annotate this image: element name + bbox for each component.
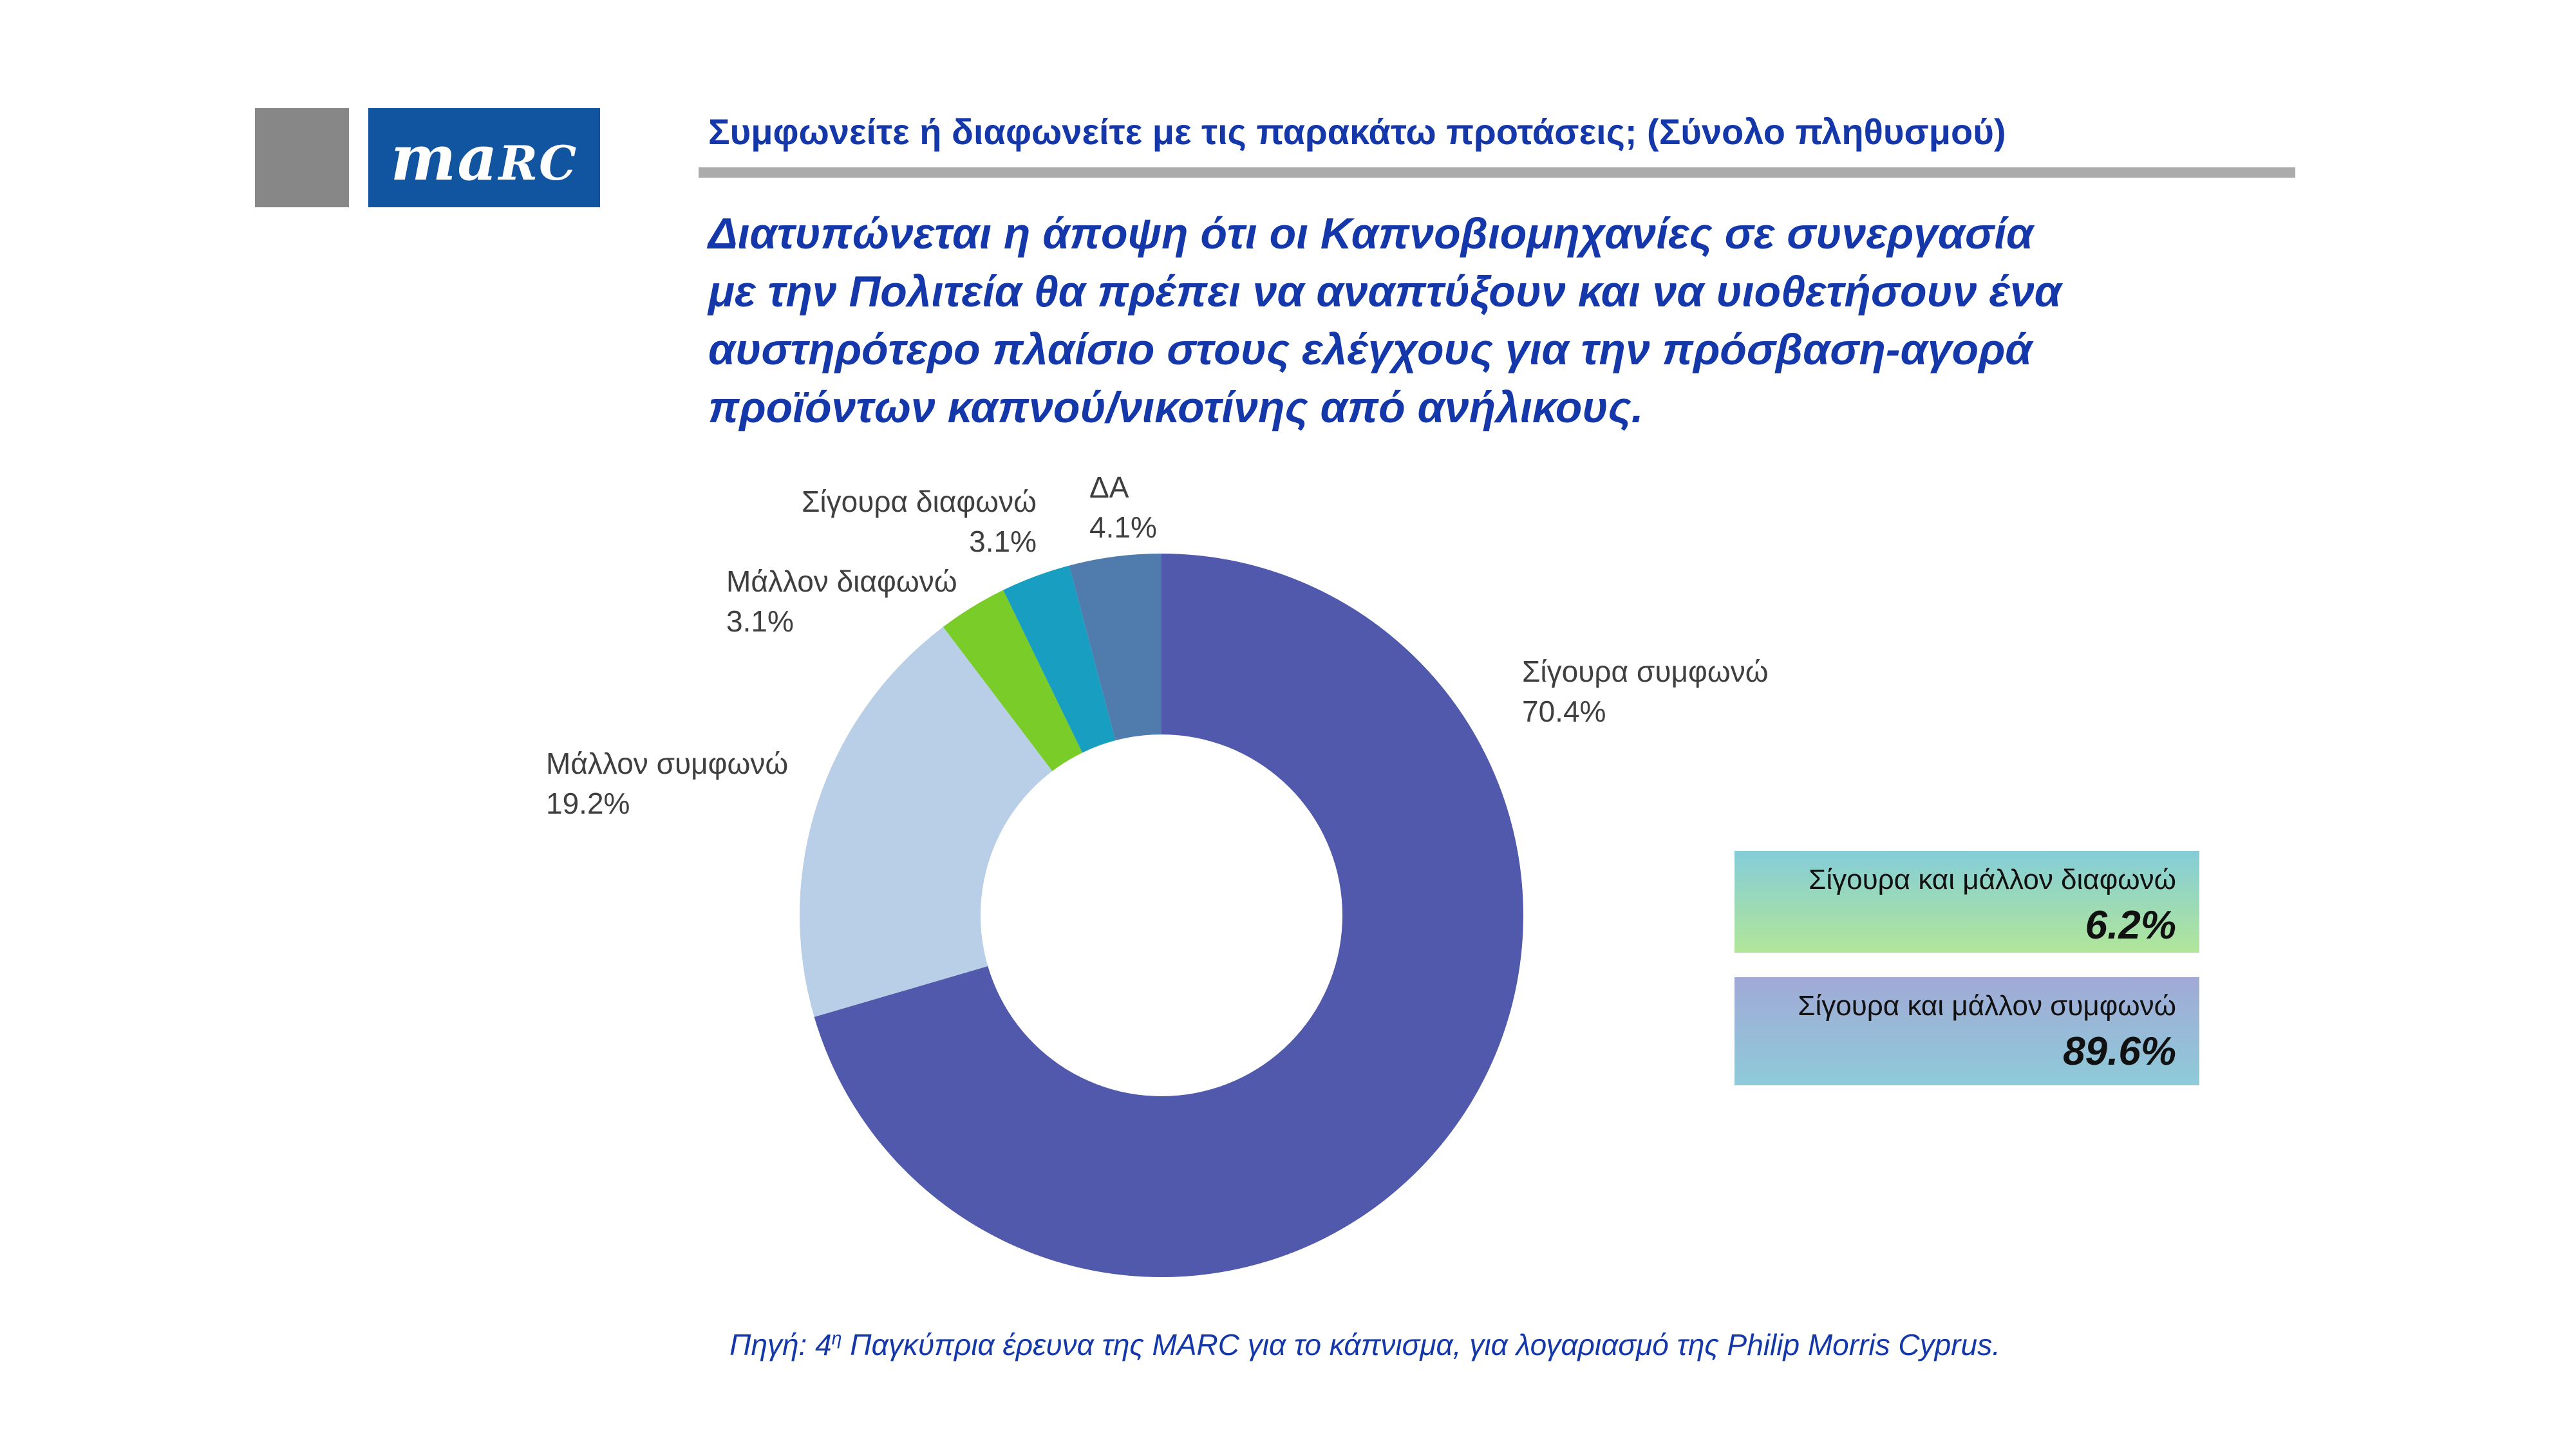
donut-svg — [793, 547, 1530, 1284]
marc-logo — [368, 108, 600, 207]
source-text-rest: Παγκύπρια έρευνα της MARC για το κάπνισμα, για λογαριασμό της Philip Morris Cyprus. — [841, 1328, 2000, 1361]
callout-sigoura-diafwnw — [802, 481, 1037, 561]
callout-value: 19.2% — [546, 787, 630, 820]
callout-label: Σίγουρα συμφωνώ — [1522, 655, 1769, 688]
marc-logo-text: maRC — [390, 121, 578, 194]
callout-da — [1089, 467, 1157, 547]
question-line: Διατυπώνεται η άποψη ότι οι Καπνοβιομηχανίες σε συνεργασία — [708, 209, 2034, 258]
source-superscript: η — [831, 1328, 842, 1349]
marc-logo-gray-block — [255, 108, 349, 207]
source-note — [657, 1327, 2073, 1362]
question-line: προϊόντων καπνού/νικοτίνης από ανήλικους. — [708, 383, 1644, 432]
question-line: με την Πολιτεία θα πρέπει να αναπτύξουν και να υιοθετήσουν ένα — [708, 267, 2062, 316]
summary-box-value: 6.2% — [2085, 903, 2176, 948]
callout-label: Μάλλον διαφωνώ — [726, 565, 957, 598]
summary-box-disagree — [1735, 851, 2199, 953]
callout-sigoura-symfwnw — [1522, 651, 1769, 731]
summary-box-value: 89.6% — [2063, 1029, 2176, 1074]
callout-label: Μάλλον συμφωνώ — [546, 747, 789, 780]
question-statement — [708, 205, 2382, 436]
page-title: Συμφωνείτε ή διαφωνείτε με τις παρακάτω προτάσεις; (Σύνολο πληθυσμού) — [708, 111, 2006, 152]
donut-chart — [793, 547, 1530, 1284]
callout-value: 4.1% — [1089, 510, 1157, 544]
title-divider — [699, 167, 2295, 178]
callout-mallon-symfwnw — [546, 743, 788, 823]
callout-value: 3.1% — [726, 604, 794, 638]
question-line: αυστηρότερο πλαίσιο στους ελέγχους για την πρόσβαση-αγορά — [708, 325, 2033, 374]
summary-box-agree — [1735, 977, 2199, 1085]
summary-box-label: Σίγουρα και μάλλον συμφωνώ — [1798, 990, 2176, 1022]
callout-label: ΔΑ — [1089, 471, 1129, 504]
callout-value: 3.1% — [969, 525, 1037, 558]
summary-box-label: Σίγουρα και μάλλον διαφωνώ — [1809, 864, 2176, 895]
callout-mallon-diafwnw — [726, 561, 957, 641]
source-text-prefix: Πηγή: 4 — [729, 1328, 832, 1361]
callout-label: Σίγουρα διαφωνώ — [801, 485, 1037, 518]
callout-value: 70.4% — [1522, 695, 1606, 728]
